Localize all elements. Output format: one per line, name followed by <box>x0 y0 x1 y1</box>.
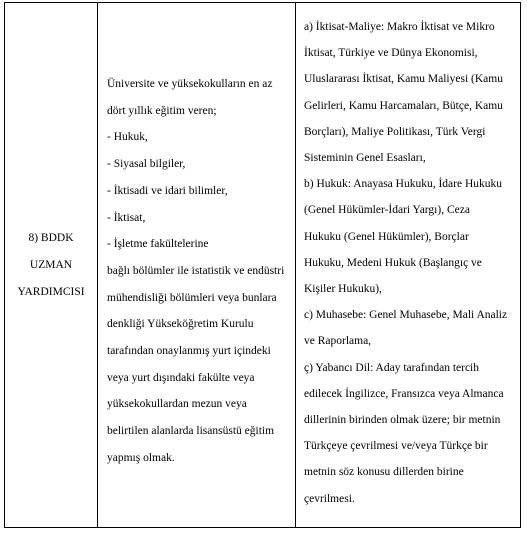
requirement-line: denkliği Yükseköğretim Kurulu <box>107 318 254 331</box>
subject-line: ç) Yabancı Dil: Aday tarafından tercih <box>304 361 479 374</box>
requirement-line: - İktisat, <box>107 211 146 224</box>
requirement-line: - İşletme fakültelerine <box>107 238 209 251</box>
position-cell <box>5 3 98 527</box>
subject-line: İktisat, Türkiye ve Dünya Ekonomisi, <box>304 47 478 60</box>
subject-line: (Genel Hükümler-İdari Yargı), Ceza <box>304 204 470 217</box>
subject-line: Hukuku (Genel Hükümler), Borçlar <box>304 230 469 243</box>
exam-subjects-cell <box>296 3 520 527</box>
position-line: UZMAN <box>29 258 73 271</box>
subject-line: Kişiler Hukuku), <box>304 283 382 296</box>
subject-line: Borçları), Maliye Politikası, Türk Vergi <box>304 125 486 138</box>
requirements-cell <box>98 3 296 527</box>
subject-line: Hukuku, Medeni Hukuk (Başlangıç ve <box>304 256 482 269</box>
subject-line: b) Hukuk: Anayasa Hukuku, İdare Hukuku <box>304 178 503 191</box>
requirement-line: - Hukuk, <box>107 131 148 144</box>
subject-line: metnin söz konusu dillerden birine <box>304 466 464 479</box>
requirement-line: - Siyasal bilgiler, <box>107 158 186 171</box>
requirement-line: bağlı bölümler ile istatistik ve endüstri <box>107 264 285 277</box>
requirement-line: tarafından onaylanmış yurt içindeki <box>107 345 271 358</box>
subject-line: Gelirleri, Kamu Harcamaları, Bütçe, Kamu <box>304 99 503 112</box>
requirement-line: mühendisliği bölümleri veya bunlara <box>107 291 277 304</box>
requirement-line: yüksekokullardan mezun veya <box>107 398 247 411</box>
requirement-line: belirtilen alanlarda lisansüstü eğitim <box>107 425 275 438</box>
requirement-line: Üniversite ve yüksekokulların en az <box>107 78 273 90</box>
requirement-line: dört yıllık eğitim veren; <box>107 104 217 117</box>
subject-line: c) Muhasebe: Genel Muhasebe, Mali Analiz <box>304 309 508 322</box>
requirement-line: yapmış olmak. <box>107 451 175 464</box>
position-line: 8) BDDK <box>28 231 74 244</box>
subject-line: dillerinin birinden olmak üzere; bir metnin <box>304 414 501 427</box>
subject-line: Uluslararası İktisat, Kamu Maliyesi (Kamu <box>304 73 503 86</box>
subject-line: Sisteminin Genel Esasları, <box>304 152 426 165</box>
position-line: YARDIMCISI <box>17 285 85 298</box>
subject-line: Türkçeye çevrilmesi ve/veya Türkçe bir <box>304 440 488 453</box>
position-title <box>17 225 84 306</box>
subject-line: a) İktisat-Maliye: Makro İktisat ve Mikro <box>304 21 495 33</box>
subject-line: ve Raporlama, <box>304 335 372 348</box>
requirements-table <box>4 2 521 528</box>
subject-line: çevrilmesi. <box>304 492 355 505</box>
subject-line: edilecek İngilizce, Fransızca veya Almanca <box>304 387 504 400</box>
requirement-line: veya yurt dışındaki fakülte veya <box>107 371 255 384</box>
requirement-line: - İktisadi ve idari bilimler, <box>107 184 228 197</box>
